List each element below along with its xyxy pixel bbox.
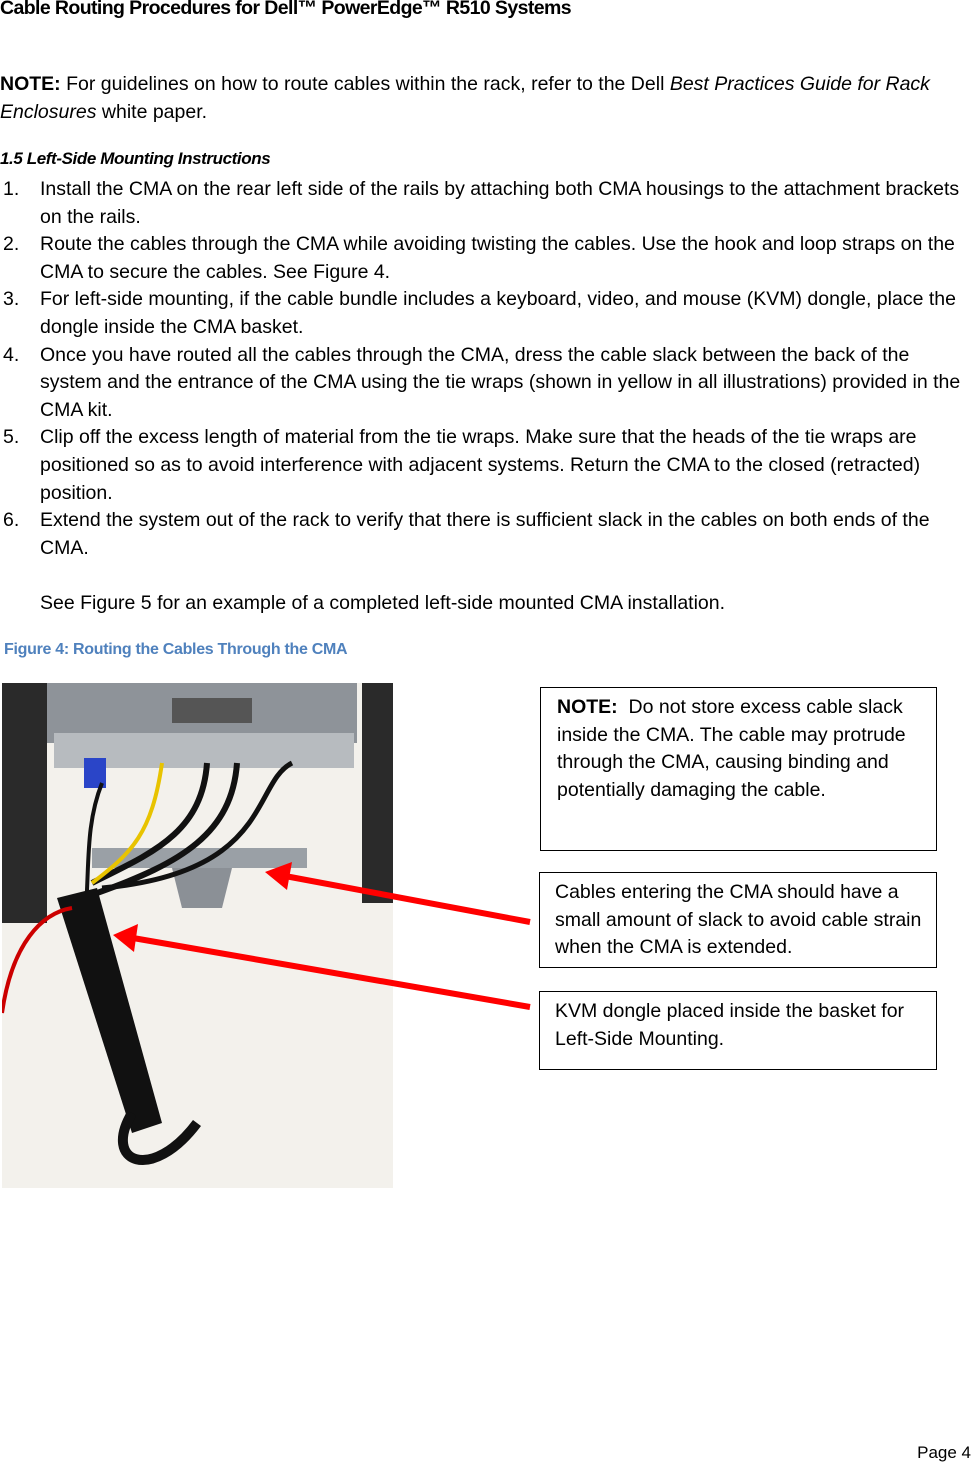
step-text: Extend the system out of the rack to verify that there is sufficient slack in the cables on both ends of the CMA. [40, 509, 930, 559]
callout-kvm-box: KVM dongle placed inside the basket for Left-Side Mounting. [539, 991, 937, 1070]
guide-title: Best Practices Guide for Rack Enclosures [0, 73, 930, 123]
step-number: 6. [3, 509, 20, 532]
arrow-slack [265, 862, 530, 922]
step-number: 3. [3, 288, 20, 311]
step-number: 4. [3, 343, 20, 366]
arrow-kvm [113, 924, 530, 1007]
step-text: Clip off the excess length of material from the tie wraps. Make sure that the heads of the tie wraps are positioned so as to avoid interference with adjacent systems. Return the CMA to the closed (retracted) position. [40, 426, 921, 504]
step-text: Install the CMA on the rear left side of the rails by attaching both CMA housings to the attachment brackets on the rails. [40, 178, 960, 228]
callout-note-text: Do not store excess cable slack inside the CMA. The cable may protrude through the CMA, causing binding and potentially damaging the cable. [557, 696, 912, 801]
see-figure-text: See Figure 5 for an example of a completed left-side mounted CMA installation. [40, 592, 726, 614]
section-heading: 1.5 Left-Side Mounting Instructions [0, 149, 271, 168]
step-text: For left-side mounting, if the cable bundle includes a keyboard, video, and mouse (KVM) dongle, place the dongle inside the CMA basket. [40, 288, 956, 338]
note-text: For guidelines on how to route cables within the rack, refer to the Dell [60, 73, 670, 95]
step-text: Route the cables through the CMA while avoiding twisting the cables. Use the hook and loop straps on the CMA to secure the cables. See Figure 4. [40, 233, 955, 283]
note-label: NOTE: [0, 73, 61, 95]
callout-note-label: NOTE: [557, 696, 618, 718]
note-text-end: white paper. [96, 100, 208, 123]
step-number: 1. [3, 178, 20, 200]
callout-note-box [540, 687, 937, 851]
figure-caption: Figure 4: Routing the Cables Through the CMA [4, 641, 348, 658]
callout-slack-box: Cables entering the CMA should have a small amount of slack to avoid cable strain when the CMA is extended. [539, 872, 937, 968]
page-number: Page 4 [917, 1443, 971, 1462]
step-number: 5. [3, 426, 20, 449]
step-text: Once you have routed all the cables through the CMA, dress the cable slack between the back of the system and the entrance of the CMA using the tie wraps (shown in yellow in all illustrations) provided in the CMA kit. [40, 343, 961, 421]
step-number: 2. [3, 233, 20, 256]
page-header-title: Cable Routing Procedures for Dell™ PowerEdge™ R510 Systems [0, 0, 571, 19]
